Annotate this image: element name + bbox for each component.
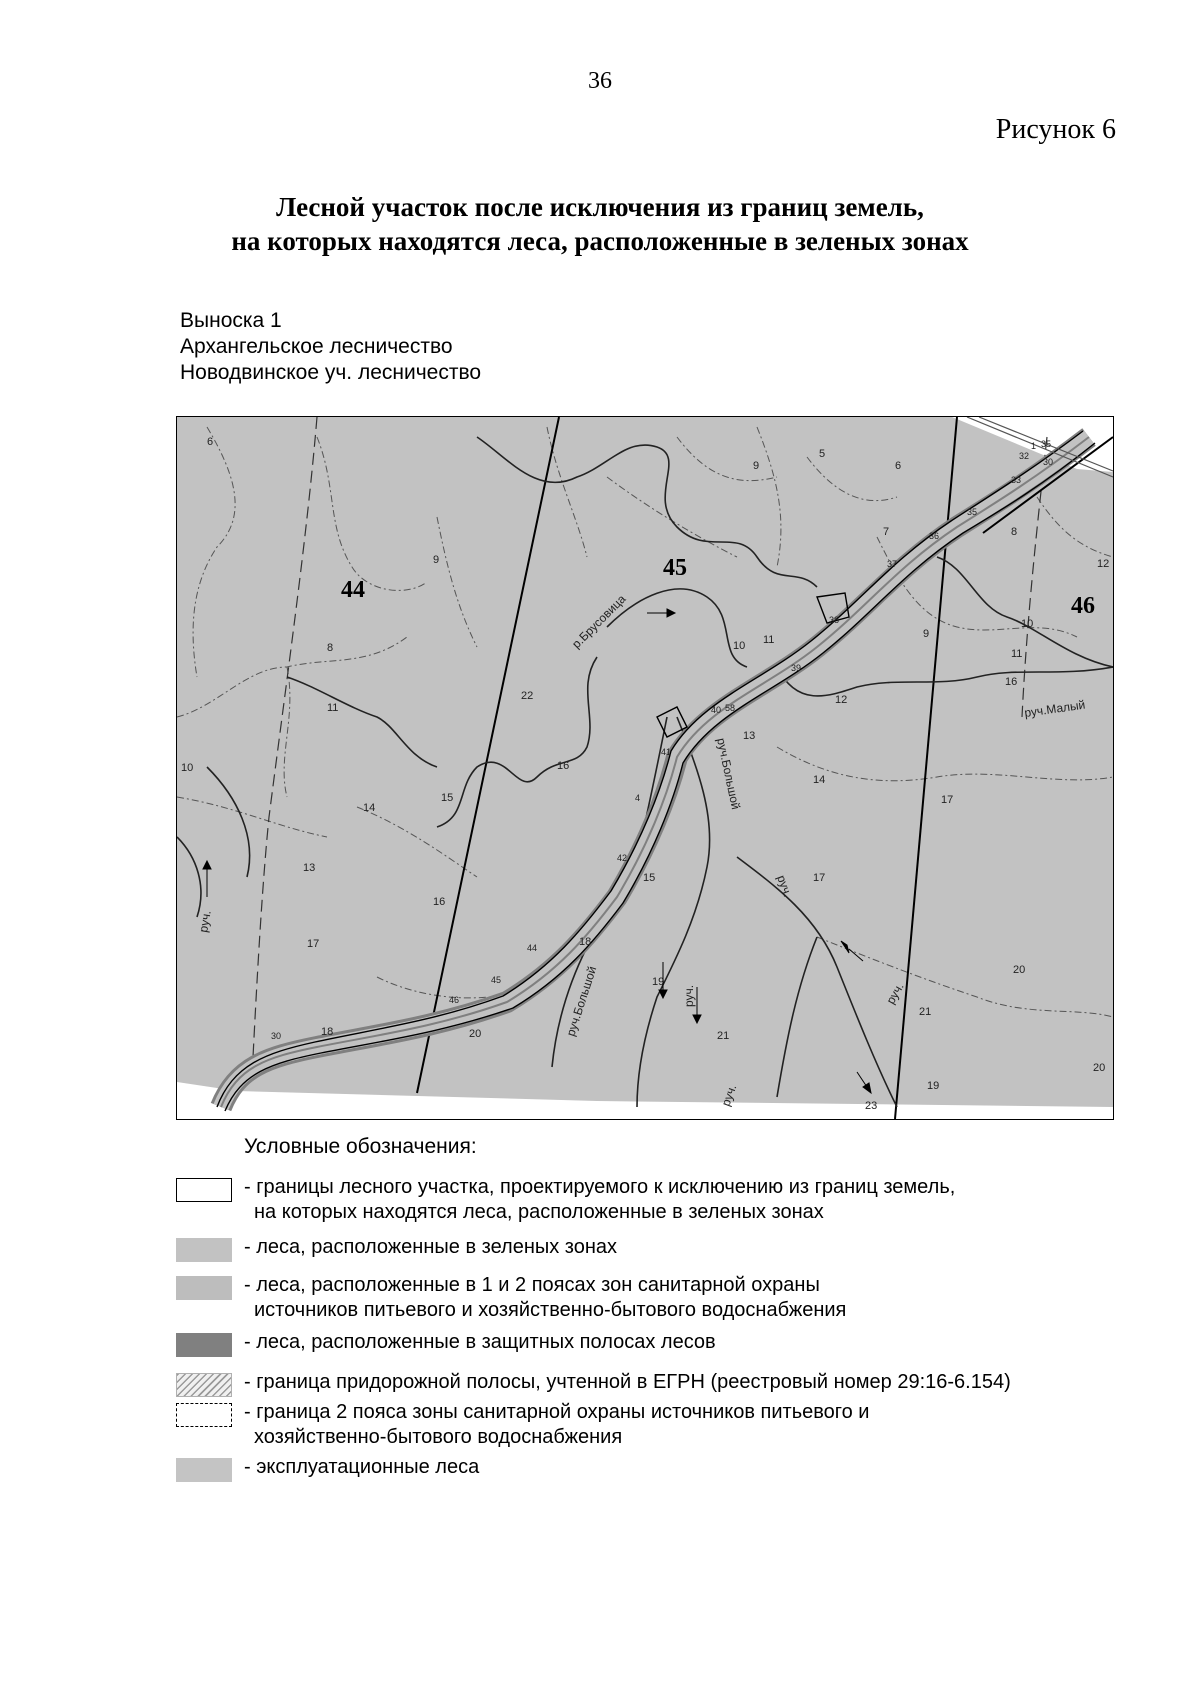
stream-name: руч. [774,873,795,899]
forest-map [176,416,1114,1120]
legend-text [244,1400,869,1450]
parcel-label: 17 [941,794,954,806]
legend-text: - леса, расположенные в зеленых зонах [244,1236,618,1258]
figure-title [0,190,1200,258]
callout-block [180,308,481,386]
arrow-head-icon [841,941,849,953]
arrow-head-icon [693,1015,701,1023]
parcel-label: 23 [865,1100,878,1112]
figure-title-line-2: на которых находятся леса, расположенные в зеленых зонах [231,226,969,256]
legend-line: - леса, расположенные в 1 и 2 поясах зон санитарной охраны [244,1274,820,1296]
legend-swatch-roadside-strip [176,1373,232,1397]
parcel-label: 9 [433,554,440,566]
point-label: 44 [527,943,538,953]
stream-name: руч. [196,909,214,934]
parcel-label: 10 [181,762,194,774]
parcel-label: 21 [919,1006,932,1018]
legend-text: - граница придорожной полосы, учтенной в ЕГРН (реестровый номер 29:16-6.154) [244,1371,1011,1393]
parcel-label: 15 [643,872,656,884]
point-label: 37 [887,559,898,569]
legend-line: на которых находятся леса, расположенные в зеленых зонах [254,1201,824,1223]
legend-text [244,1273,846,1323]
parcel-label: 14 [813,774,826,786]
point-label: 33 [1011,475,1022,485]
parcel-label: 8 [327,642,334,654]
legend-swatch-sanitary-zone [176,1276,232,1300]
parcel-label: 12 [835,694,848,706]
parcel-label: 8 [1011,526,1018,538]
point-label: 32 [1019,451,1030,461]
quarter-44-label: 44 [341,577,365,603]
parcel-label: 18 [321,1026,334,1038]
point-label: 58 [725,703,736,713]
parcel-label: 12 [1097,558,1110,570]
point-label: 38 [829,615,840,625]
legend-text: - леса, расположенные в защитных полосах лесов [244,1331,716,1353]
point-label: 42 [617,853,628,863]
point-label: 39 [791,663,802,673]
parcel-label: 19 [927,1080,940,1092]
point-label: 35 [967,507,978,517]
stream-name: руч.Большой [563,964,600,1038]
arrow-head-icon [667,609,675,617]
point-label: 45 [491,975,502,985]
point-label: 36 [929,531,940,541]
point-label: 30 [1043,457,1054,467]
parcel-label: 5 [819,448,826,460]
parcel-label: 19 [652,976,665,988]
point-label: 40 [711,705,722,715]
flow-arrow [849,949,863,961]
parcel-label: 9 [753,460,760,472]
point-label: 46 [449,995,460,1005]
legend-swatch-protective-strip [176,1333,232,1357]
parcel-label: 11 [1011,648,1023,660]
quarter-45-label: 45 [663,555,687,581]
forestry-name: Архангельское лесничество [180,335,453,358]
parcel-label: 9 [923,628,930,640]
quarter-46-label: 46 [1071,593,1095,619]
legend-swatch-exploitation-forests [176,1458,232,1482]
parcel-label: 6 [207,436,214,448]
arrow-head-icon [659,990,667,998]
parcel-label: 15 [441,792,454,804]
parcel-label: 13 [743,730,756,742]
parcel-label: 20 [469,1028,482,1040]
parcel-label: 21 [717,1030,730,1042]
parcel-label: 16 [433,896,446,908]
point-label: 35 [1041,439,1052,449]
figure-title-line-1: Лесной участок после исключения из границ земель, [276,192,924,222]
parcel-label: 16 [1005,676,1018,688]
point-label: 41 [661,747,672,757]
parcel-label: 22 [521,690,534,702]
parcel-label: 6 [895,460,902,472]
legend-swatch-green-zone [176,1238,232,1262]
parcel-label: 18 [579,936,592,948]
figure-label: Рисунок 6 [995,114,1116,145]
arrow-head-icon [203,861,211,869]
legend-line: - граница 2 пояса зоны санитарной охраны источников питьевого и [244,1401,870,1423]
legend-line: источников питьевого и хозяйственно-бытового водоснабжения [254,1299,847,1321]
parcel-label: 7 [883,526,890,538]
legend-line: хозяйственно-бытового водоснабжения [254,1426,623,1448]
page-number: 36 [588,68,612,94]
map-drawing [177,417,1113,1119]
point-label: 30 [271,1031,282,1041]
parcel-label: 20 [1013,964,1026,976]
stream-name: руч. [883,980,907,1007]
parcel-label: 13 [303,862,316,874]
stream-name: руч.Малый [1023,697,1087,720]
legend-swatch-parcel-border [176,1178,232,1202]
parcel-label: 20 [1093,1062,1106,1074]
parcel-label: 11 [763,634,775,646]
stream-name: руч. [682,984,696,1007]
stream-name: р.Брусовица [569,591,629,652]
parcel-label: 17 [813,872,826,884]
arrow-head-icon [863,1083,871,1093]
callout-number: Выноска 1 [180,309,282,332]
district-forestry-name: Новодвинское уч. лесничество [180,361,482,384]
legend-title: Условные обозначения: [244,1135,477,1158]
point-label: 4 [635,793,641,803]
legend-swatch-sanitary-boundary [176,1403,232,1427]
legend-line: - границы лесного участка, проектируемого к исключению из границ земель, [244,1176,956,1198]
stream-name: руч. [718,1082,740,1109]
parcel-label: 10 [1021,618,1034,630]
parcel-label: 16 [557,760,570,772]
point-label: 1 [1031,441,1037,451]
parcel-label: 17 [307,938,320,950]
parcel-label: 14 [363,802,376,814]
legend-text: - эксплуатационные леса [244,1456,480,1478]
legend-text [244,1175,955,1225]
streams [177,437,1113,1107]
quarter-boundaries [417,417,1113,1119]
map-unshaded-bottom [177,1082,1113,1119]
parcel-label: 11 [327,702,339,714]
parcel-label: 10 [733,640,746,652]
stream-name: руч.Большой [714,736,743,811]
